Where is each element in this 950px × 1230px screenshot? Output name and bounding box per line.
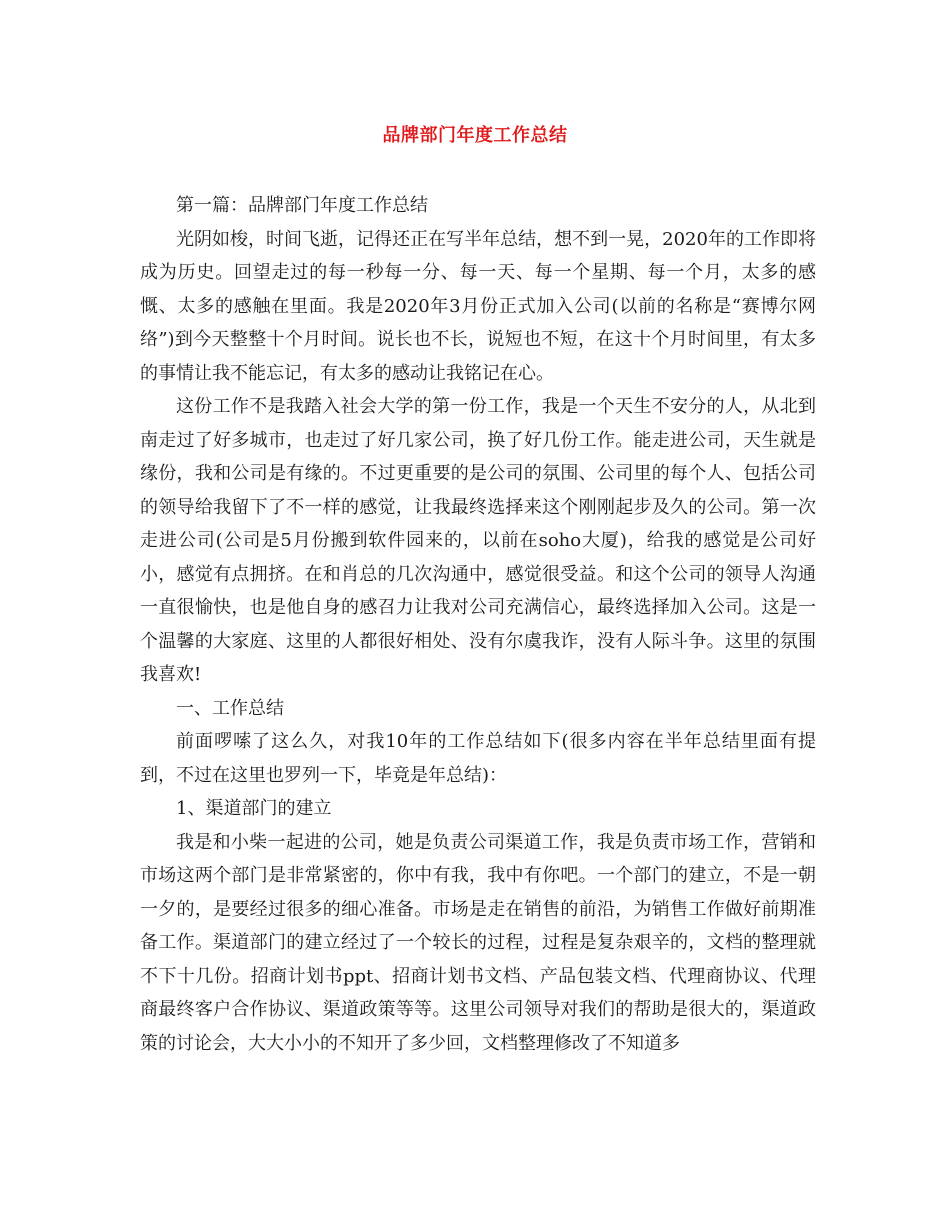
paragraph-summary-lead: 前面啰嗦了这么久，对我10年的工作总结如下(很多内容在半年总结里面有提到，不过在这里也罗列一下，毕竟是年总结)： bbox=[140, 731, 816, 786]
paragraph-heading-part-one: 第一篇：品牌部门年度工作总结 bbox=[176, 195, 428, 216]
paragraph-channel-department: 我是和小柴一起进的公司，她是负责公司渠道工作，我是负责市场工作，营销和市场这两个部门是非常紧密的，你中有我，我中有你吧。一个部门的建立，不是一朝一夕的，是要经过很多的细心准备。市场是走在销售的前沿，为销售工作做好前期准备工作。渠道部门的建立经过了一个较长的过程，过程是复杂艰辛的，文档的整理就不下十几份。招商计划书ppt、招商计划书文档、产品包装文档、代理商协议、代理商最终客户合作协议、渠道政策等等。这里公司领导对我们的帮助是很大的，渠道政策的讨论会，大大小小的不知开了多少回，文档整理修改了不知道多 bbox=[140, 831, 816, 1054]
paragraph-intro: 光阴如梭，时间飞逝，记得还正在写半年总结，想不到一晃，2020年的工作即将成为历史。回望走过的每一秒每一分、每一天、每一个星期、每一个月，太多的感慨、太多的感触在里面。我是2020年3月份正式加入公司(以前的名称是“赛博尔网络”)到今天整整十个月时间。说长也不长，说短也不短，在这十个月时间里，有太多的事情让我不能忘记，有太多的感动让我铭记在心。 bbox=[140, 228, 816, 384]
section-heading-work-summary: 一、工作总结 bbox=[176, 697, 284, 719]
document-body bbox=[140, 189, 816, 1060]
paragraph-background: 这份工作不是我踏入社会大学的第一份工作，我是一个天生不安分的人，从北到南走过了好多城市，也走过了好几家公司，换了好几份工作。能走进公司，天生就是缘份，我和公司是有缘的。不过更重要的是公司的氛围、公司里的每个人、包括公司的领导给我留下了不一样的感觉，让我最终选择来这个刚刚起步及久的公司。第一次走进公司(公司是5月份搬到软件园来的，以前在soho大厦)，给我的感觉是公司好小，感觉有点拥挤。在和肖总的几次沟通中，感觉很受益。和这个公司的领导人沟通一直很愉快，也是他自身的感召力让我对公司充满信心，最终选择加入公司。这是一个温馨的大家庭、这里的人都很好相处、没有尔虞我诈，没有人际斗争。这里的氛围我喜欢! bbox=[140, 396, 816, 685]
document-title: 品牌部门年度工作总结 bbox=[382, 125, 568, 146]
subheading-channel-department: 1、渠道部门的建立 bbox=[176, 798, 332, 819]
